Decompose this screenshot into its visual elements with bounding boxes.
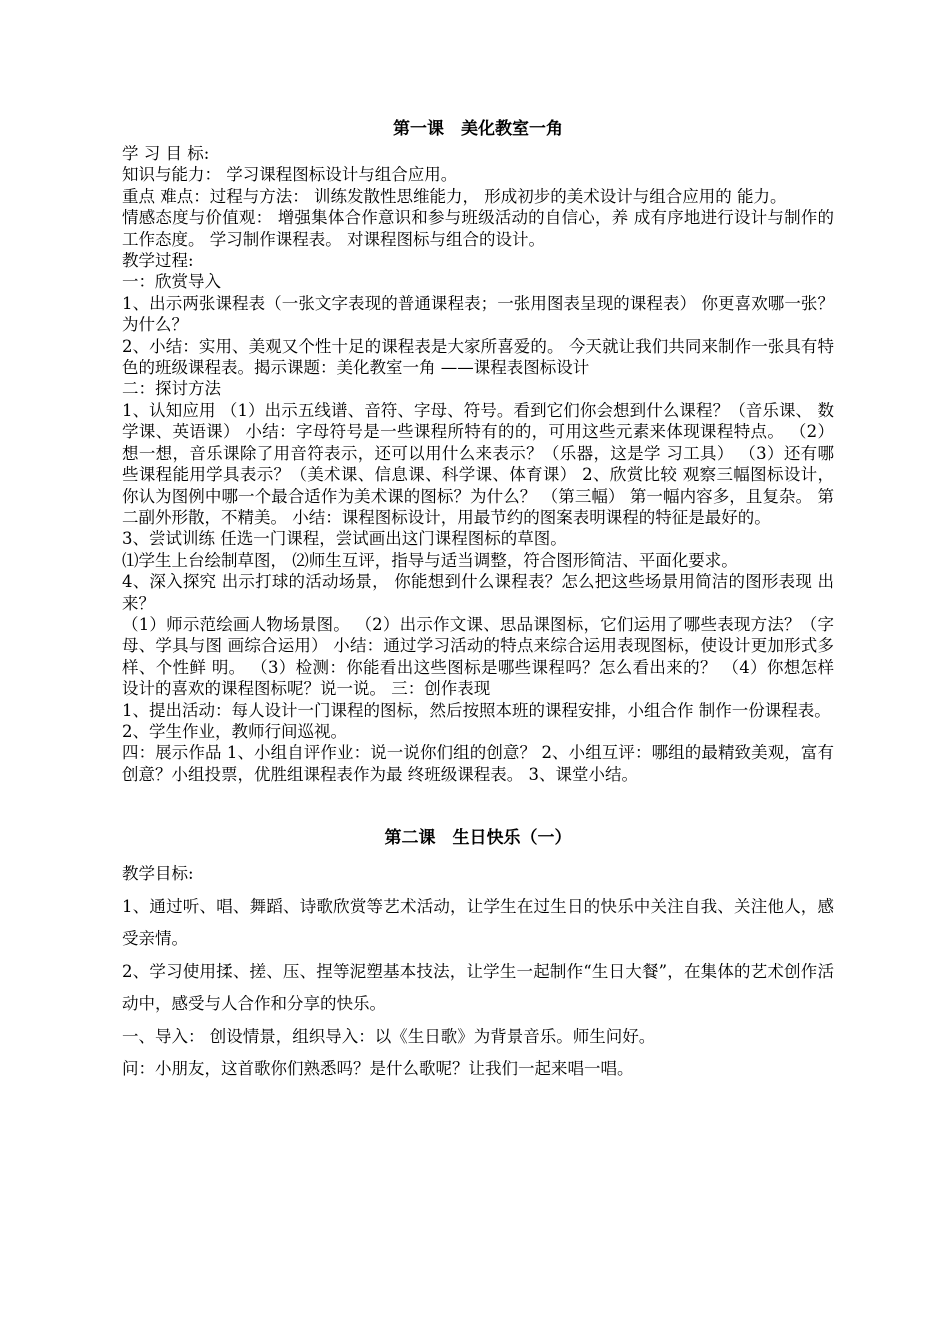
lesson2-paragraph: 2、学习使用揉、搓、压、捏等泥塑基本技法，让学生一起制作“生日大餐”，在集体的艺术创作活动中，感受与人合作和分享的快乐。 xyxy=(122,961,834,1014)
lesson1-paragraph: 学 习 目 标: xyxy=(122,144,210,163)
lesson1-paragraph: 1、出示两张课程表（一张文字表现的普通课程表；一张用图表呈现的课程表） 你更喜欢哪一张？为什么？ xyxy=(122,293,834,335)
lesson1-paragraph: 知识与能力： 学习课程图标设计与组合应用。 xyxy=(122,165,458,185)
lesson1-paragraph: 4、深入探究 出示打球的活动场景， 你能想到什么课程表？怎么把这些场景用简洁的图形表现 出来？ xyxy=(122,572,834,613)
lesson1-paragraph: 2、小结：实用、美观又个性十足的课程表是大家所喜爱的。 今天就让我们共同来制作一张具有特色的班级课程表。揭示课题：美化教室一角 ——课程表图标设计 xyxy=(122,336,834,378)
document-page xyxy=(122,108,834,1086)
lesson2-paragraph: 1、通过听、唱、舞蹈、诗歌欣赏等艺术活动，让学生在过生日的快乐中关注自我、关注他人，感受亲情。 xyxy=(122,896,834,949)
lesson1-paragraph: ⑴学生上台绘制草图， ⑵师生互评，指导与适当调整，符合图形简洁、平面化要求。 xyxy=(122,550,738,570)
lesson1-paragraph: 3、尝试训练 任选一门课程，尝试画出这门课程图标的草图。 xyxy=(122,529,567,549)
lesson1-paragraph: 一：欣赏导入 xyxy=(122,272,221,292)
lesson2-paragraph: 一、导入： 创设情景，组织导入：以《生日歌》为背景音乐。师生问好。 xyxy=(122,1026,656,1046)
lesson1-paragraph: （1）师示范绘画人物场景图。 （2）出示作文课、思品课图标，它们运用了哪些表现方法？（字母、学具与图 画综合运用） 小结：通过学习活动的特点来综合运用表现图标，使设计更加形式多样、个性鲜 明。 （3）检测：你能看出这些图标是哪些课程吗？怎么看出来的？ （4）你想怎样设计的喜欢的课程图标呢？说一说。 三：创作表现 xyxy=(122,614,834,699)
lesson1-title: 第一课 美化教室一角 xyxy=(393,119,563,139)
lesson1-paragraph: 情感态度与价值观： 增强集体合作意识和参与班级活动的自信心，养 成有序地进行设计与制作的工作态度。 学习制作课程表。 对课程图标与组合的设计。 xyxy=(122,208,834,249)
lesson1-paragraph: 重点 难点：过程与方法： 训练发散性思维能力， 形成初步的美术设计与组合应用的 能力。 xyxy=(122,186,787,206)
lesson1-paragraph: 1、提出活动：每人设计一门课程的图标，然后按照本班的课程安排，小组合作 制作一份课程表。 xyxy=(122,700,831,720)
lesson1-paragraph: 教学过程: xyxy=(122,251,194,271)
lesson1-paragraph: 1、认知应用 （1）出示五线谱、音符、字母、符号。看到它们你会想到什么课程？（音乐课、 数学课、英语课） 小结：字母符号是一些课程所特有的的，可用这些元素来体现课程特点。 （2）想一想，音乐课除了用音符表示，还可以用什么来表示？（乐器，这是学 习工具） （3）还有哪些课程能用学具表示？（美术课、信息课、科学课、体育课） 2、欣赏比较 观察三幅图标设计，你认为图例中哪一个最合适作为美术课的图标？为什么？ （第三幅） 第一幅内容多，且复杂。 第二副外形散，不精美。 小结：课程图标设计，用最节约的图案表明课程的特征是最好的。 xyxy=(122,400,834,527)
lesson1-body xyxy=(122,143,834,785)
lesson2-paragraph: 教学目标: xyxy=(122,864,194,884)
lesson2-title: 第二课 生日快乐（一） xyxy=(384,828,572,849)
lesson2-paragraph: 问：小朋友，这首歌你们熟悉吗？是什么歌呢？让我们一起来唱一唱。 xyxy=(122,1059,634,1079)
lesson1-paragraph: 四：展示作品 1、小组自评作业：说一说你们组的创意？ 2、小组互评：哪组的最精致美观，富有创意？小组投票，优胜组课程表作为最 终班级课程表。 3、课堂小结。 xyxy=(122,743,834,784)
lesson1-paragraph: 二：探讨方法 xyxy=(122,379,221,399)
lesson2-body xyxy=(122,858,834,1086)
lesson1-paragraph: 2、学生作业，教师行间巡视。 xyxy=(122,721,347,741)
